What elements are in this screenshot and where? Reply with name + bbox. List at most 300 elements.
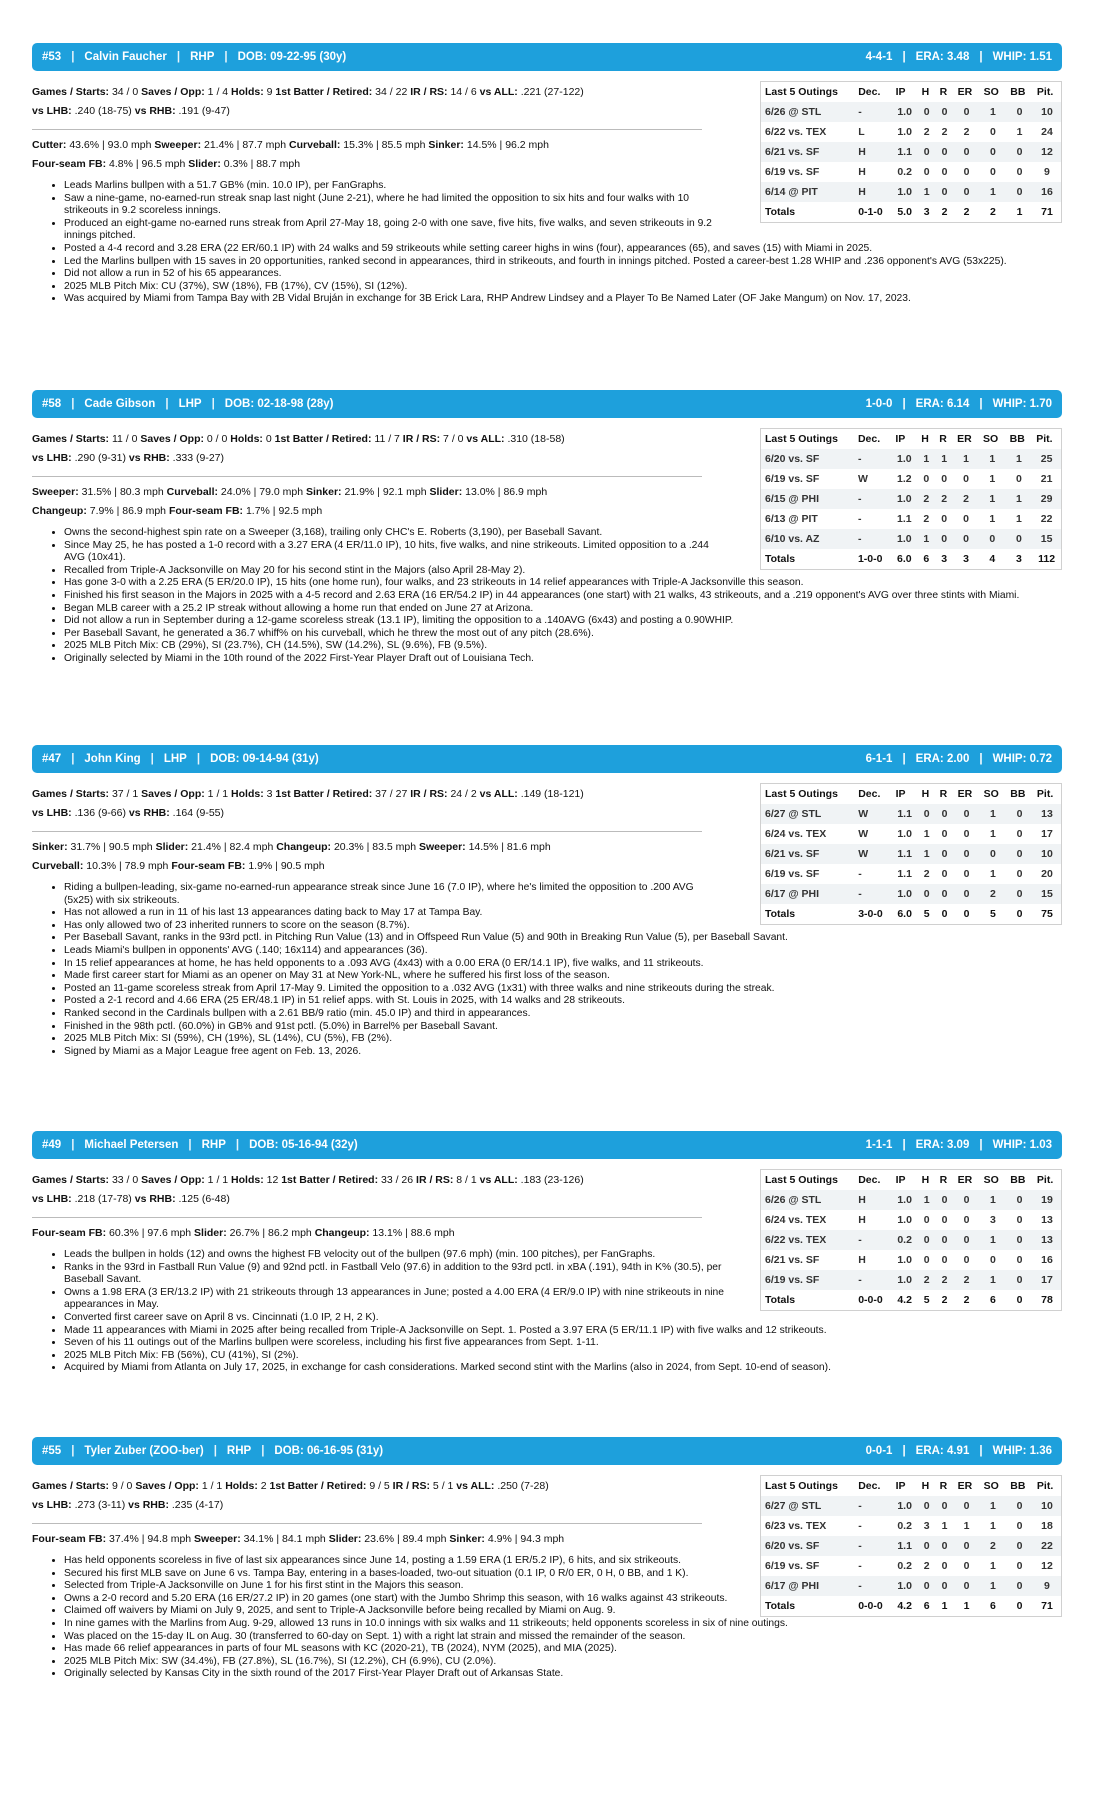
table-cell: 6/19 vs. SF: [765, 166, 820, 178]
era: ERA: 3.48: [915, 51, 970, 63]
table-cell: 2: [923, 513, 930, 525]
table-cell: 1: [980, 1496, 1007, 1516]
table-cell: 0: [979, 529, 1006, 549]
table-cell: 0: [918, 102, 936, 122]
table-cell: 3: [923, 1520, 930, 1532]
stat-value: 37 / 27: [372, 788, 411, 800]
table-header: Dec.: [858, 86, 881, 98]
table-cell: -: [854, 1576, 891, 1596]
table-cell: 22: [1040, 513, 1053, 525]
pitch-usage: 31.5% | 80.3 mph: [78, 486, 167, 498]
divider: |: [979, 398, 983, 410]
table-row: [761, 884, 1061, 904]
divider-line: [32, 1523, 702, 1524]
table-cell: 0: [936, 884, 954, 904]
note-item: • Was acquired by Miami from Tampa Bay with 2B Vidal Bruján in exchange for 3B Erick Lara, RHP Andrew Lindsey and a Player To Be Named Later (OF Jake Mangum) on Nov. 17, 2023.: [64, 293, 1064, 306]
table-cell: -: [854, 1270, 891, 1290]
stat-label: 1st Batter / Retired:: [275, 86, 373, 98]
pitch-mix: [32, 136, 702, 174]
note-item: • Riding a bullpen-leading, six-game no-earned-run appearance streak since June 16 (7.0 IP), where he's limited the opposition to .200 AVG (5x25) with six strikeouts.: [64, 882, 724, 907]
table-row: [761, 1210, 1061, 1230]
table-cell: 6/17 @ PHI: [761, 1576, 854, 1596]
note-item: • Led the Marlins bullpen with 15 saves in 20 opportunities, ranked second in appearances, third in strikeouts, and fourth in innings pitched. Posted a career-best 1.28 WHIP and .236 opponent's AVG (53x225).: [64, 256, 1064, 269]
stat-label: IR / RS:: [410, 86, 448, 98]
stat-label: Games / Starts:: [32, 86, 110, 98]
table-header: SO: [983, 1480, 999, 1492]
table-cell: W: [854, 804, 891, 824]
stat-label: Holds:: [225, 1480, 258, 1492]
table-row: [761, 804, 1061, 824]
table-cell: 0: [963, 908, 970, 920]
table-header: ER: [957, 1480, 973, 1492]
table-row: [761, 449, 1061, 469]
table-cell: 1: [963, 1600, 970, 1612]
table-row: [761, 122, 1061, 142]
stat-label: Holds:: [231, 788, 264, 800]
table-cell: 112: [1038, 553, 1056, 565]
player-section: [32, 390, 1062, 666]
last-5-outings-table: [760, 1475, 1062, 1617]
player-header: [32, 745, 1062, 773]
table-header: BB: [1010, 86, 1026, 98]
table-header: SO: [983, 86, 999, 98]
stat-value: .125 (6-48): [175, 1193, 230, 1205]
stat-value: 9: [263, 86, 276, 98]
table-cell: 5.0: [897, 206, 912, 218]
table-row: [761, 844, 1061, 864]
divider: |: [213, 1445, 217, 1457]
player-name: Tyler Zuber (ZOO-ber): [84, 1445, 204, 1457]
season-summary: [856, 51, 1052, 63]
table-cell: 2: [980, 1536, 1007, 1556]
player-header: [32, 390, 1062, 418]
table-cell: 1: [979, 489, 1006, 509]
divider: |: [71, 753, 75, 765]
table-cell: 1: [980, 1190, 1007, 1210]
totals-row: [761, 549, 1061, 569]
table-row: [761, 1250, 1061, 1270]
position: RHP: [201, 1139, 226, 1151]
table-cell: 1.0: [892, 1496, 918, 1516]
pitch-type: Sinker:: [449, 1533, 485, 1545]
table-cell: 0: [918, 1536, 936, 1556]
note-item: • Secured his first MLB save on June 6 vs. Tampa Bay, entering in a bases-loaded, two-out situation (0.1 IP, 0 R/0 ER, 0 H, 0 BB, and 1 K).: [64, 1568, 724, 1581]
stat-label: IR / RS:: [392, 1480, 431, 1492]
player-name: Cade Gibson: [84, 398, 156, 410]
note-item: • Originally selected by Miami in the 10th round of the 2022 First-Year Player Draft out of Louisiana Tech.: [64, 653, 1064, 666]
table-cell: 75: [1041, 908, 1053, 920]
table-cell: 1: [980, 804, 1007, 824]
win-loss-save: 4-4-1: [865, 51, 893, 63]
stat-lines: [32, 418, 702, 521]
note-item: • Has held opponents scoreless in five of last six appearances since June 14, posting a 1.59 ERA (1 ER/5.2 IP), 6 hits, and six strikeouts.: [64, 1555, 724, 1568]
table-cell: 6/10 vs. AZ: [761, 529, 854, 549]
stat-label: vs RHB:: [128, 452, 170, 464]
stat-label: vs RHB:: [134, 105, 176, 117]
stat-label: vs ALL:: [479, 1174, 518, 1186]
table-cell: 1: [989, 473, 996, 485]
table-cell: -: [854, 102, 891, 122]
note-item: • Produced an eight-game no-earned runs streak from April 27-May 18, going 2-0 with one save, five hits, five walks, and seven strikeouts in 9.2 innings pitched.: [64, 218, 724, 243]
win-loss-save: 1-1-1: [865, 1139, 893, 1151]
stat-value: 9 / 0: [109, 1480, 136, 1492]
note-item: • Signed by Miami as a Major League free agent on Feb. 13, 2026.: [64, 1046, 1064, 1059]
table-row: [761, 529, 1061, 549]
stat-value: 9 / 5: [366, 1480, 393, 1492]
table-header: Dec.: [858, 788, 881, 800]
win-loss-save: 6-1-1: [865, 753, 893, 765]
table-cell: 0: [1006, 884, 1033, 904]
stat-value: .290 (9-31): [71, 452, 129, 464]
pitch-type: Curveball:: [32, 860, 84, 872]
table-cell: 1: [923, 828, 930, 840]
table-cell: 1: [980, 1576, 1007, 1596]
table-cell: 0: [1006, 142, 1033, 162]
table-cell: 2: [980, 884, 1007, 904]
table-header: ER: [957, 788, 973, 800]
stat-value: 34 / 22: [372, 86, 411, 98]
table-cell: 3: [963, 553, 969, 565]
table-cell: 19: [1033, 1190, 1061, 1210]
stat-label: Games / Starts:: [32, 1174, 110, 1186]
table-cell: 1: [989, 1520, 996, 1532]
table-cell: 2: [963, 206, 970, 218]
pitch-type: Sinker:: [428, 139, 464, 151]
table-cell: -: [858, 868, 862, 880]
table-cell: 0: [941, 1214, 948, 1226]
table-cell: 2: [936, 1270, 954, 1290]
table-cell: 0: [954, 102, 980, 122]
table-cell: 0: [918, 804, 936, 824]
note-item: • Was placed on the 15-day IL on Aug. 30 (transferred to 60-day on Sept. 1) with a right lat strain and missed the remainder of the season.: [64, 1631, 1064, 1644]
divider: |: [979, 1139, 983, 1151]
divider: |: [902, 398, 906, 410]
last-5-outings-table: [760, 783, 1062, 925]
note-item: • Leads Marlins bullpen with a 51.7 GB% (min. 10.0 IP), per FanGraphs.: [64, 180, 724, 193]
divider: |: [196, 753, 201, 765]
table-cell: H: [858, 1254, 866, 1266]
stat-value: 24 / 2: [447, 788, 480, 800]
stat-value: 1 / 1: [204, 788, 232, 800]
player-section: [32, 43, 1062, 306]
pitch-type: Changeup:: [276, 841, 332, 853]
note-item: • Has made 66 relief appearances in parts of four ML seasons with KC (2020-21), TB (2024), NYM (2025), and MIA (2025).: [64, 1643, 1064, 1656]
pitch-usage: 21.4% | 82.4 mph: [188, 841, 277, 853]
stat-label: vs LHB:: [32, 1193, 72, 1205]
stat-label: vs RHB:: [128, 1499, 169, 1511]
table-cell: 2: [923, 126, 930, 138]
table-cell: 0: [918, 1576, 936, 1596]
table-cell: 6: [923, 553, 930, 565]
table-cell: 0: [1016, 1214, 1023, 1226]
table-header: H: [921, 433, 929, 445]
table-cell: 0: [963, 513, 969, 525]
table-row: [761, 162, 1061, 182]
table-cell: 2: [918, 1270, 936, 1290]
stat-value: 2: [257, 1480, 270, 1492]
divider: |: [902, 1445, 906, 1457]
table-cell: -: [858, 1560, 862, 1572]
table-header: IP: [895, 788, 906, 800]
table-cell: 0: [1016, 1254, 1023, 1266]
table-cell: 0-0-0: [858, 1294, 883, 1306]
stat-value: 0 / 0: [203, 433, 231, 445]
table-cell: 1: [918, 182, 936, 202]
table-header: H: [921, 86, 930, 98]
era: ERA: 3.09: [915, 1139, 970, 1151]
pitch-usage: 34.1% | 84.1 mph: [240, 1533, 329, 1545]
era: ERA: 2.00: [915, 753, 970, 765]
totals-row: [761, 202, 1061, 222]
era: ERA: 4.91: [915, 1445, 970, 1457]
table-cell: 0: [963, 1254, 970, 1266]
stat-value: .273 (3-11): [71, 1499, 129, 1511]
pitch-type: Slider:: [155, 841, 189, 853]
table-header: IP: [895, 433, 906, 445]
table-cell: -: [854, 1230, 891, 1250]
table-cell: H: [854, 142, 891, 162]
pitch-usage: 20.3% | 83.5 mph: [331, 841, 419, 853]
pitch-usage: 24.0% | 79.0 mph: [218, 486, 306, 498]
stat-value: 8 / 1: [453, 1174, 480, 1186]
pitch-usage: 37.4% | 94.8 mph: [106, 1533, 195, 1545]
table-cell: 0: [1016, 1600, 1023, 1612]
table-cell: 1: [941, 1600, 948, 1612]
table-header: ER: [957, 1174, 973, 1186]
divider: |: [188, 1139, 192, 1151]
position: RHP: [226, 1445, 252, 1457]
table-cell: 3: [923, 206, 930, 218]
pitch-type: Sweeper:: [32, 486, 79, 498]
stat-value: .310 (18-58): [504, 433, 565, 445]
table-cell: 6/24 vs. TEX: [765, 1214, 827, 1226]
table-header: Last 5 Outings: [765, 1480, 838, 1492]
divider: |: [71, 51, 75, 63]
note-item: • Posted a 2-1 record and 4.66 ERA (25 ER/48.1 IP) in 51 relief apps. with St. Louis in 2025, with 14 walks and 28 strikeouts.: [64, 995, 1064, 1008]
table-cell: -: [854, 1536, 891, 1556]
table-cell: 0: [1016, 828, 1023, 840]
stat-label: Saves / Opp:: [135, 1480, 199, 1492]
table-cell: 1.1: [892, 844, 918, 864]
stat-label: Saves / Opp:: [141, 1174, 205, 1186]
stat-label: 1st Batter / Retired:: [274, 433, 372, 445]
table-cell: 0: [989, 126, 996, 138]
pitch-type: Slider:: [194, 1227, 227, 1239]
date-of-birth: DOB: 05-16-94 (32y): [249, 1139, 358, 1151]
table-cell: 16: [1041, 1254, 1053, 1266]
stat-label: Holds:: [230, 433, 263, 445]
table-cell: 9: [1044, 166, 1050, 178]
table-cell: 0: [941, 908, 948, 920]
table-cell: 0: [963, 1214, 970, 1226]
stat-value: .183 (23-126): [517, 1174, 584, 1186]
table-cell: 0: [954, 884, 980, 904]
stat-value: 3: [263, 788, 276, 800]
stat-label: vs LHB:: [32, 105, 72, 117]
table-row: [761, 1536, 1061, 1556]
table-cell: -: [857, 513, 862, 525]
table-cell: 0: [954, 1230, 980, 1250]
table-cell: 0: [963, 473, 969, 485]
table-header: Last 5 Outings: [765, 788, 838, 800]
table-cell: H: [858, 166, 866, 178]
table-cell: 2: [941, 206, 948, 218]
pitch-usage: 23.6% | 89.4 mph: [361, 1533, 450, 1545]
table-cell: 0: [1016, 1560, 1023, 1572]
table-cell: 1.0: [891, 449, 917, 469]
divider: |: [235, 1139, 240, 1151]
stat-value: 0: [262, 433, 275, 445]
table-cell: 6/21 vs. SF: [761, 142, 854, 162]
table-cell: 25: [1032, 449, 1061, 469]
pitch-type: Four-seam FB:: [32, 158, 107, 170]
note-item: • 2025 MLB Pitch Mix: CU (37%), SW (18%), FB (17%), CV (15%), SI (12%).: [64, 281, 1064, 294]
table-cell: 0: [918, 142, 936, 162]
table-cell: 0: [936, 844, 954, 864]
table-header: Last 5 Outings: [765, 433, 838, 445]
table-cell: 0: [1006, 529, 1033, 549]
table-header: Last 5 Outings: [765, 1174, 838, 1186]
table-cell: Totals: [765, 206, 796, 218]
table-cell: 1: [1016, 513, 1022, 525]
table-cell: 1.0: [891, 529, 917, 549]
win-loss-save: 0-0-1: [865, 1445, 893, 1457]
pitch-type: Changeup:: [314, 1227, 370, 1239]
table-cell: 5: [923, 1294, 930, 1306]
player-section: [32, 1437, 1062, 1681]
table-cell: 0: [1016, 1294, 1023, 1306]
table-row: [761, 1496, 1061, 1516]
table-cell: 0: [954, 1496, 980, 1516]
stat-label: 1st Batter / Retired:: [275, 788, 373, 800]
pitch-usage: 43.6% | 93.0 mph: [66, 139, 155, 151]
pitch-usage: 1.9% | 90.5 mph: [245, 860, 325, 872]
table-cell: Totals: [765, 553, 796, 565]
table-cell: 4.2: [897, 1294, 912, 1306]
table-header: SO: [983, 433, 999, 445]
stat-label: Games / Starts:: [32, 433, 110, 445]
table-cell: 6/27 @ STL: [761, 804, 854, 824]
table-cell: 1.1: [892, 142, 918, 162]
table-cell: 6/26 @ STL: [761, 102, 854, 122]
last-5-outings-table: [760, 428, 1062, 570]
table-cell: W: [854, 844, 891, 864]
table-cell: 18: [1041, 1520, 1053, 1532]
pitch-type: Four-seam FB:: [171, 860, 246, 872]
table-cell: 0: [954, 1190, 980, 1210]
table-cell: 5: [923, 908, 930, 920]
whip: WHIP: 1.51: [992, 51, 1052, 63]
divider: |: [176, 51, 181, 63]
note-item: • Claimed off waivers by Miami on July 9, 2025, and sent to Triple-A Jacksonville before being recalled by Miami on Aug. 9.: [64, 1605, 1064, 1618]
table-header: Pit.: [1036, 433, 1053, 445]
table-cell: 12: [1041, 1560, 1053, 1572]
table-cell: 6/19 vs. SF: [761, 1270, 854, 1290]
table-cell: 0: [963, 868, 970, 880]
table-cell: 6/22 vs. TEX: [765, 126, 827, 138]
table-cell: 24: [1041, 126, 1053, 138]
player-section: [32, 745, 1062, 1058]
table-cell: 0: [923, 1214, 930, 1226]
table-cell: 17: [1033, 1270, 1061, 1290]
table-cell: 1: [1006, 449, 1033, 469]
table-cell: 29: [1032, 489, 1061, 509]
table-row: [761, 1516, 1061, 1536]
table-cell: 0: [954, 1576, 980, 1596]
pitch-usage: 26.7% | 86.2 mph: [226, 1227, 315, 1239]
table-cell: 0: [1006, 102, 1033, 122]
table-cell: 0: [941, 868, 948, 880]
pitch-type: Slider:: [429, 486, 463, 498]
table-header: Last 5 Outings: [765, 86, 838, 98]
table-cell: 1.0: [897, 828, 912, 840]
player-body: [32, 1159, 1062, 1375]
stat-value: 11 / 0: [109, 433, 141, 445]
pitch-type: Slider:: [188, 158, 221, 170]
table-cell: 2: [923, 1560, 930, 1572]
table-cell: 0: [1006, 1496, 1033, 1516]
table-cell: 1.0: [891, 489, 917, 509]
note-item: • Originally selected by Kansas City in the sixth round of the 2017 First-Year Player Draft out of Arkansas State.: [64, 1668, 1064, 1681]
table-cell: 0: [989, 166, 996, 178]
note-item: • Owns a 1.98 ERA (3 ER/13.2 IP) with 21 strikeouts through 13 appearances in June; posted a 4.00 ERA (4 ER/9.0 IP) with nine strikeouts in nine appearances in May.: [64, 1287, 724, 1312]
table-cell: 0-1-0: [858, 206, 883, 218]
table-cell: 1.0: [897, 126, 912, 138]
table-cell: 6/13 @ PIT: [765, 513, 818, 525]
table-cell: 1: [989, 1560, 996, 1572]
table-cell: 0: [1006, 844, 1033, 864]
usage-stats: [32, 1465, 702, 1515]
table-cell: Totals: [765, 1294, 796, 1306]
pitch-type: Sinker:: [305, 486, 342, 498]
pitch-type: Curveball:: [289, 139, 341, 151]
player-body: [32, 1465, 1062, 1681]
table-header: H: [921, 1480, 930, 1492]
stat-value: 1 / 1: [198, 1480, 226, 1492]
jersey-number: #55: [42, 1445, 62, 1457]
stat-label: Games / Starts:: [32, 1480, 110, 1492]
note-item: • Seven of his 11 outings out of the Marlins bullpen were scoreless, including his first five appearances from Sept. 1-11.: [64, 1337, 1064, 1350]
table-row: [761, 1230, 1061, 1250]
divider: |: [261, 1445, 265, 1457]
pitch-mix: [32, 1530, 702, 1549]
table-header: R: [939, 1480, 948, 1492]
table-cell: 2: [953, 489, 979, 509]
totals-row: [761, 1596, 1061, 1616]
pitch-usage: 14.5% | 81.6 mph: [465, 841, 551, 853]
table-cell: 2: [923, 868, 930, 880]
pitch-type: Changeup:: [32, 505, 87, 517]
table-cell: 1.1: [897, 868, 912, 880]
table-cell: 1.0: [892, 884, 918, 904]
pitch-usage: 31.7% | 90.5 mph: [67, 841, 156, 853]
table-cell: Totals: [765, 1600, 796, 1612]
table-cell: 6/21 vs. SF: [761, 844, 854, 864]
season-summary: [856, 398, 1052, 410]
table-cell: 6.0: [897, 908, 912, 920]
table-cell: 10: [1033, 1496, 1061, 1516]
note-item: • Since May 25, he has posted a 1-0 record with a 3.27 ERA (4 ER/11.0 IP), 10 hits, five walks, and nine strikeouts. Limited opposition to a .244 AVG (10x41).: [64, 540, 724, 565]
table-cell: 0: [936, 1230, 954, 1250]
pitch-type: Sweeper:: [194, 1533, 241, 1545]
note-item: • Leads the bullpen in holds (12) and owns the highest FB velocity out of the bullpen (97.6 mph) (min. 100 pitches), per FanGraphs.: [64, 1249, 724, 1262]
stat-value: 11 / 7: [371, 433, 403, 445]
table-header: Pit.: [1036, 1480, 1054, 1492]
note-item: • Converted first career save on April 8 vs. Cincinnati (1.0 IP, 2 H, 2 K).: [64, 1312, 1064, 1325]
table-cell: 6/20 vs. SF: [761, 449, 854, 469]
table-cell: H: [858, 1214, 866, 1226]
divider-line: [32, 129, 702, 130]
